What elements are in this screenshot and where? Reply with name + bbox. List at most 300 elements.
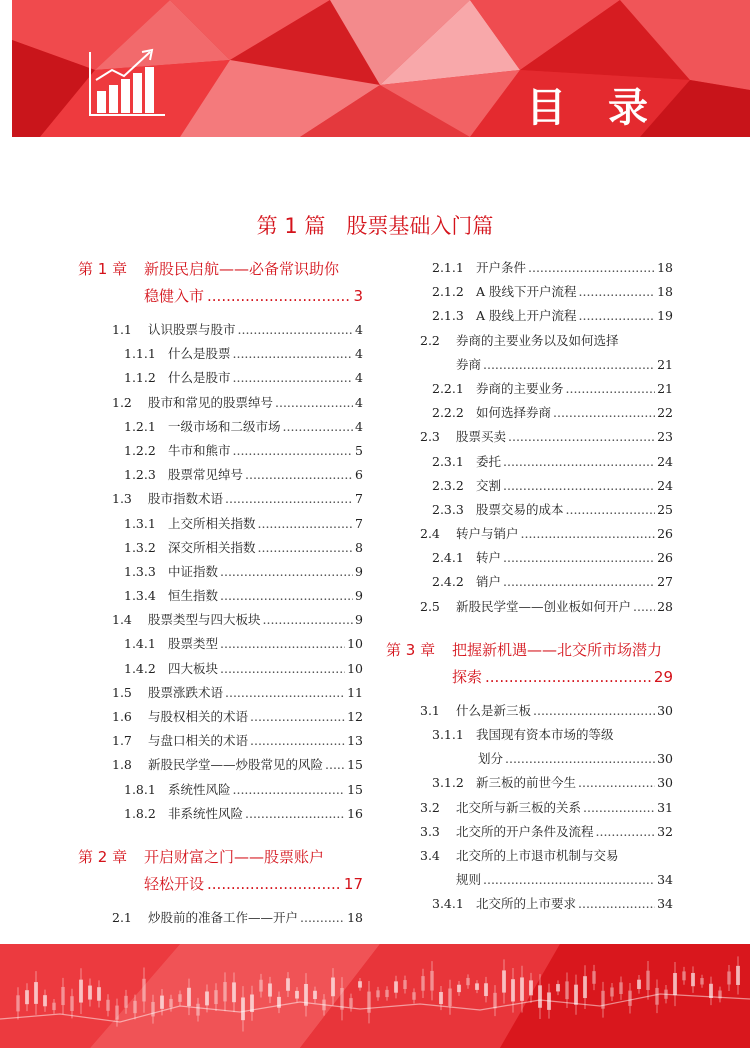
candlestick-body: [619, 982, 623, 994]
section-number: 2.3.1: [432, 453, 464, 469]
toc-entry[interactable]: [78, 366, 363, 390]
section-page: 9: [355, 563, 363, 579]
candlestick-body: [187, 988, 191, 1006]
candlestick-body: [304, 984, 308, 1006]
candlestick-body: [457, 985, 461, 992]
section-page: 4: [355, 394, 363, 410]
section-page: 6: [355, 467, 363, 483]
section-page: 15: [347, 757, 363, 773]
section-title: 新三板的前世今生: [476, 775, 577, 791]
section-number: 1.4.1: [124, 636, 156, 652]
candlestick-body: [565, 981, 569, 999]
candlestick-body: [340, 988, 344, 1010]
candlestick-body: [268, 983, 272, 996]
toc-entry[interactable]: [78, 705, 363, 729]
section-title: 什么是新三板: [456, 702, 532, 718]
candlestick-body: [502, 970, 506, 992]
dot-leader: [579, 304, 656, 328]
section-number: 1.2.1: [124, 418, 156, 434]
candlestick-body: [637, 980, 641, 989]
candlestick-body: [322, 1000, 326, 1011]
candlestick-body: [475, 983, 479, 990]
candlestick-body: [331, 978, 335, 997]
candlestick-body: [133, 1001, 137, 1013]
chapter-line: [78, 256, 363, 283]
candlestick-body: [727, 971, 731, 984]
section-number: 2.3.2: [432, 477, 464, 493]
section-title: 北交所的上市退市机制与交易: [456, 847, 619, 863]
section-number: 3.3: [420, 823, 440, 839]
dot-leader: [250, 729, 345, 753]
dot-leader: [566, 377, 656, 401]
toc-entry[interactable]: [78, 729, 363, 753]
section-number: 1.2.2: [124, 442, 156, 458]
section-title: 中证指数: [168, 563, 219, 579]
candlestick-body: [223, 982, 227, 1001]
toc-entry[interactable]: [78, 512, 363, 536]
toc-entry[interactable]: [386, 868, 673, 892]
dot-leader: [233, 366, 354, 390]
dot-leader: [263, 608, 354, 632]
toc-entry[interactable]: [386, 474, 673, 498]
section-page: 15: [347, 781, 363, 797]
dot-leader: [503, 546, 655, 570]
candlestick-body: [16, 995, 20, 1011]
dot-leader: [275, 391, 353, 415]
chapter-title: 新股民启航——必备常识助你: [144, 260, 340, 278]
chapter-number: 第 2 章: [78, 847, 128, 866]
section-number: 1.4.2: [124, 660, 156, 676]
section-title: 股票常见绰号: [168, 467, 244, 483]
section-number: 2.2.1: [432, 380, 464, 396]
toc-entry[interactable]: [386, 595, 673, 619]
toc-entry[interactable]: [78, 439, 363, 463]
section-page: 27: [657, 574, 673, 590]
section-page: 19: [657, 308, 673, 324]
candlestick-body: [241, 997, 245, 1020]
section-title: 股票买卖: [456, 429, 507, 445]
dot-leader: [233, 342, 354, 366]
section-page: 23: [657, 429, 673, 445]
dot-leader: [485, 664, 651, 691]
section-title: 券商的主要业务以及如何选择: [456, 332, 619, 348]
section-number: 3.4: [420, 847, 440, 863]
chapter-page: 29: [653, 667, 673, 686]
section-title: 非系统性风险: [168, 805, 244, 821]
toc-entry[interactable]: [386, 796, 673, 820]
section-title: 新股民学堂——创业板如何开户: [456, 598, 632, 614]
dot-leader: [245, 802, 345, 826]
section-title: 炒股前的准备工作——开户: [148, 909, 299, 925]
dot-leader: [300, 906, 345, 930]
candlestick-background: [0, 944, 750, 1048]
candlestick-body: [709, 984, 713, 998]
section-number: 1.1.1: [124, 346, 156, 362]
dot-leader: [533, 699, 655, 723]
dot-leader: [225, 681, 345, 705]
toc-entry[interactable]: [386, 699, 673, 723]
toc-entry[interactable]: [386, 377, 673, 401]
dot-leader: [258, 512, 354, 536]
dot-leader: [508, 425, 655, 449]
section-number: 2.1.3: [432, 308, 464, 324]
toc-entry[interactable]: [386, 304, 673, 328]
candlestick-body: [178, 994, 182, 1002]
dot-leader: [483, 353, 655, 377]
chapter-title-continued: 探索: [452, 667, 483, 686]
dot-leader: [238, 318, 354, 342]
section-title: 股市指数术语: [148, 491, 224, 507]
candlestick-body: [214, 990, 218, 1004]
section-number: 2.3.3: [432, 501, 464, 517]
toc-left-column: [78, 256, 363, 930]
section-number: 1.3: [112, 491, 132, 507]
dot-leader: [283, 415, 354, 439]
toc-entry[interactable]: [386, 329, 673, 353]
section-title: 四大板块: [168, 660, 219, 676]
candlestick-body: [25, 990, 29, 1004]
section-number: 1.8.1: [124, 781, 156, 797]
dot-leader: [505, 747, 655, 771]
dot-leader: [207, 283, 350, 310]
section-title: 恒生指数: [168, 588, 219, 604]
toc-entry[interactable]: [386, 723, 673, 747]
candlestick-body: [628, 991, 632, 1006]
dot-leader: [225, 487, 353, 511]
section-title: 如何选择券商: [476, 405, 552, 421]
section-title: 转户与销户: [456, 526, 519, 542]
section-title: 上交所相关指数: [168, 515, 256, 531]
toc-entry[interactable]: [78, 318, 363, 342]
spacer: [386, 691, 673, 699]
dot-leader: [258, 536, 354, 560]
candlestick-body: [349, 998, 353, 1007]
chapter-line: [386, 637, 673, 664]
toc-chapter[interactable]: [386, 637, 673, 691]
candlestick-body: [205, 991, 209, 1005]
candlestick-body: [52, 1003, 56, 1010]
candlestick-body: [412, 992, 416, 1000]
section-page: 9: [355, 612, 363, 628]
section-number: 2.1.2: [432, 284, 464, 300]
section-number: 3.1: [420, 702, 440, 718]
toc-chapter[interactable]: [78, 844, 363, 898]
section-number: 1.2.3: [124, 467, 156, 483]
toc-entry[interactable]: [386, 522, 673, 546]
part-title: 第 1 篇 股票基础入门篇: [256, 214, 494, 238]
toc-entry[interactable]: [386, 401, 673, 425]
section-number: 1.8.2: [124, 805, 156, 821]
chapter-page: 3: [353, 287, 363, 305]
section-number: 2.1: [112, 909, 132, 925]
spacer: [78, 310, 363, 318]
section-page: 30: [657, 775, 673, 791]
toc-entry[interactable]: [78, 608, 363, 632]
section-page: 8: [355, 539, 363, 555]
dot-leader: [250, 705, 345, 729]
spacer: [78, 826, 363, 844]
candlestick-body: [169, 999, 173, 1007]
toc-entry[interactable]: [78, 681, 363, 705]
section-number: 3.1.2: [432, 775, 464, 791]
section-page: 4: [355, 346, 363, 362]
candlestick-body: [34, 982, 38, 1004]
section-page: 18: [657, 260, 673, 275]
toc-entry[interactable]: [386, 892, 673, 916]
section-number: 1.8: [112, 757, 132, 773]
candlestick-body: [700, 978, 704, 984]
section-number: 1.4: [112, 612, 132, 628]
section-page: 11: [347, 684, 363, 700]
candlestick-body: [520, 977, 524, 1000]
spacer: [78, 898, 363, 906]
section-title: 划分: [478, 751, 504, 767]
section-page: 31: [657, 799, 673, 815]
dot-leader: [521, 522, 656, 546]
chapter-line: [78, 871, 363, 898]
toc-entry[interactable]: [386, 498, 673, 522]
toc-entry[interactable]: [386, 820, 673, 844]
toc-entry[interactable]: [386, 353, 673, 377]
section-page: 26: [657, 550, 673, 566]
toc-entry[interactable]: [386, 844, 673, 868]
section-title: 我国现有资本市场的等级: [476, 727, 614, 742]
section-page: 7: [355, 491, 363, 507]
section-number: 2.1.1: [432, 260, 464, 275]
candlestick-body: [538, 985, 542, 1007]
candlestick-body: [439, 992, 443, 1004]
section-number: 3.4.1: [432, 896, 464, 912]
section-page: 5: [355, 442, 363, 458]
toc-entry[interactable]: [386, 450, 673, 474]
section-number: 2.5: [420, 598, 440, 614]
candlestick-body: [295, 991, 299, 999]
section-title: 股市和常见的股票绰号: [148, 394, 274, 410]
section-page: 28: [657, 598, 673, 614]
candlestick-body: [421, 976, 425, 991]
dot-leader: [503, 570, 655, 594]
section-number: 2.4.2: [432, 574, 464, 590]
candlestick-body: [601, 991, 605, 1009]
chapter-number: 第 1 章: [78, 260, 128, 278]
section-page: 4: [355, 418, 363, 434]
section-number: 1.3.2: [124, 539, 156, 555]
section-page: 30: [657, 702, 673, 718]
section-number: 1.7: [112, 733, 132, 749]
section-number: 3.1.1: [432, 727, 464, 742]
toc-entry[interactable]: [78, 342, 363, 366]
chapter-title: 把握新机遇——北交所市场潜力: [452, 640, 663, 659]
section-page: 4: [355, 370, 363, 386]
candlestick-body: [196, 1004, 200, 1016]
candlestick-body: [97, 987, 101, 1001]
section-page: 9: [355, 588, 363, 604]
section-number: 1.3.4: [124, 588, 156, 604]
candlestick-body: [232, 982, 236, 1002]
candlestick-body: [682, 971, 686, 980]
section-title: 股票涨跌术语: [148, 684, 224, 700]
toc-entry[interactable]: [386, 546, 673, 570]
toc-entry[interactable]: [78, 906, 363, 930]
dot-leader: [553, 401, 655, 425]
candlestick-body: [376, 990, 380, 997]
dot-leader: [325, 753, 345, 777]
candlestick-body: [547, 992, 551, 1009]
candlestick-body: [124, 996, 128, 1008]
section-number: 1.2: [112, 394, 132, 410]
section-page: 13: [347, 733, 363, 749]
section-number: 2.4: [420, 526, 440, 542]
dot-leader: [220, 657, 345, 681]
toc-entry[interactable]: [78, 584, 363, 608]
section-page: 7: [355, 515, 363, 531]
candlestick-body: [448, 989, 452, 1007]
dot-leader: [579, 280, 656, 304]
section-number: 1.1: [112, 322, 132, 337]
section-page: 4: [355, 322, 363, 337]
section-page: 34: [657, 872, 673, 888]
candlestick-body: [511, 979, 515, 1001]
section-title: 规则: [456, 872, 482, 888]
dot-leader: [528, 256, 655, 280]
candlestick-body: [367, 992, 371, 1013]
section-title: 北交所与新三板的关系: [456, 799, 582, 815]
dot-leader: [245, 463, 353, 487]
section-page: 16: [347, 805, 363, 821]
candlestick-body: [115, 1006, 119, 1020]
dot-leader: [596, 820, 656, 844]
candlestick-body: [106, 1000, 110, 1011]
toc-entry[interactable]: [386, 747, 673, 771]
chapter-title-continued: 轻松开设: [144, 874, 205, 893]
section-number: 1.3.3: [124, 563, 156, 579]
footer-banner: [0, 944, 750, 1048]
candlestick-body: [574, 985, 578, 1005]
toc-entry[interactable]: [78, 487, 363, 511]
toc-entry[interactable]: [386, 771, 673, 795]
candlestick-body: [277, 997, 281, 1008]
toc-entry[interactable]: [386, 425, 673, 449]
section-number: 2.2.2: [432, 405, 464, 421]
section-number: 1.6: [112, 709, 132, 724]
dot-leader: [633, 595, 655, 619]
section-title: 交割: [476, 477, 502, 493]
dot-leader: [207, 871, 341, 898]
candlestick-body: [592, 971, 596, 984]
toc-chapter[interactable]: [78, 256, 363, 310]
section-title: 什么是股票: [168, 346, 231, 362]
section-number: 1.5: [112, 684, 132, 700]
section-page: 21: [657, 356, 673, 372]
toc-entry[interactable]: [386, 570, 673, 594]
section-title: 牛市和熊市: [168, 442, 231, 458]
dot-leader: [220, 584, 353, 608]
chapter-line: [78, 283, 363, 310]
dot-leader: [583, 796, 655, 820]
toc-entry[interactable]: [78, 778, 363, 802]
candlestick-body: [160, 996, 164, 1009]
candlestick-body: [583, 976, 587, 998]
section-title: 新股民学堂——炒股常见的风险: [148, 757, 324, 773]
section-page: 26: [657, 526, 673, 542]
candlestick-body: [610, 987, 614, 996]
candlestick-body: [466, 978, 470, 985]
toc-entry[interactable]: [78, 560, 363, 584]
candlestick-body: [43, 995, 47, 1006]
section-title: 认识股票与股市: [148, 322, 236, 337]
toc-entry[interactable]: [386, 256, 673, 280]
candlestick-body: [664, 990, 668, 999]
section-page: 12: [347, 709, 363, 724]
section-page: 24: [657, 477, 673, 493]
section-title: 深交所相关指数: [168, 539, 256, 555]
section-title: 一级市场和二级市场: [168, 418, 281, 434]
toc-entry[interactable]: [78, 657, 363, 681]
candlestick-body: [718, 991, 722, 999]
spacer: [386, 619, 673, 637]
toc-entry[interactable]: [78, 391, 363, 415]
toc-entry[interactable]: [78, 415, 363, 439]
candlestick-body: [691, 973, 695, 986]
toc-entry[interactable]: [78, 802, 363, 826]
dot-leader: [578, 771, 655, 795]
section-page: 10: [347, 660, 363, 676]
section-title: 股票交易的成本: [476, 501, 564, 517]
chapter-page: 17: [343, 874, 363, 893]
candlestick-body: [70, 996, 74, 1011]
candlestick-body: [655, 988, 659, 1005]
candlestick-body: [313, 991, 317, 999]
toc-entry[interactable]: [78, 632, 363, 656]
section-title: 券商: [456, 356, 482, 372]
section-title: 系统性风险: [168, 781, 231, 797]
candlestick-body: [394, 981, 398, 992]
section-page: 25: [657, 501, 673, 517]
section-title: 与盘口相关的术语: [148, 733, 249, 749]
candlestick-body: [61, 987, 65, 1005]
chapter-line: [78, 844, 363, 871]
chapter-title: 开启财富之门——股票账户: [144, 847, 325, 866]
toc-entry[interactable]: [386, 280, 673, 304]
section-title: A 股线下开户流程: [476, 284, 577, 300]
section-page: 34: [657, 896, 673, 912]
dot-leader: [566, 498, 656, 522]
chapter-title-continued: 稳健入市: [144, 287, 205, 305]
section-title: 北交所的开户条件及流程: [456, 823, 594, 839]
dot-leader: [483, 868, 655, 892]
section-number: 1.3.1: [124, 515, 156, 531]
section-title: A 股线上开户流程: [476, 308, 577, 324]
section-page: 32: [657, 823, 673, 839]
candlestick-body: [673, 973, 677, 995]
section-title: 销户: [476, 574, 502, 590]
candlestick-body: [286, 978, 290, 990]
section-number: 2.4.1: [432, 550, 464, 566]
toc-entry[interactable]: [78, 753, 363, 777]
section-page: 24: [657, 453, 673, 469]
section-title: 与股权相关的术语: [148, 709, 249, 724]
section-title: 股票类型与四大板块: [148, 612, 261, 628]
header-banner: [0, 0, 750, 137]
section-title: 券商的主要业务: [476, 380, 564, 396]
candlestick-body: [529, 980, 533, 995]
section-number: 1.1.2: [124, 370, 156, 386]
section-title: 北交所的上市要求: [476, 896, 577, 912]
toc-entry[interactable]: [78, 536, 363, 560]
toc-entry[interactable]: [78, 463, 363, 487]
candlestick-body: [88, 986, 92, 1000]
dot-leader: [503, 474, 655, 498]
